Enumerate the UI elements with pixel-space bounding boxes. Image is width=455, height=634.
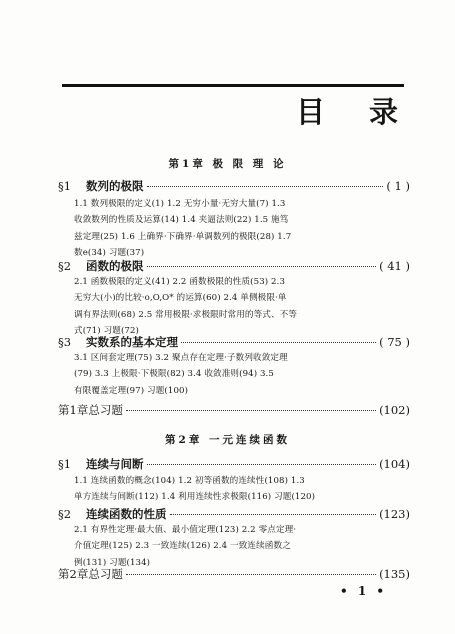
section-number: §2	[58, 259, 72, 273]
title-rule	[62, 84, 404, 87]
page-number: ( 1 )	[386, 179, 410, 193]
toc-entry-ch2-s2[interactable]	[58, 506, 410, 522]
dot-leader	[126, 573, 376, 575]
dot-leader	[147, 185, 384, 187]
review-title: 第2章总习题	[58, 567, 123, 581]
section-number: §3	[58, 335, 72, 349]
page-folio: • 1 •	[340, 584, 388, 598]
subsection-line: 介值定理(125) 2.3 一致连续(126) 2.4 一致连续函数之	[74, 541, 291, 552]
page-number: (135)	[379, 567, 410, 581]
review-title: 第1章总习题	[58, 403, 123, 417]
toc-entry-ch1-s1[interactable]	[58, 178, 410, 194]
section-title: 连续函数的性质	[86, 507, 167, 521]
toc-entry-ch2-s1[interactable]	[58, 456, 410, 472]
section-title: 函数的极限	[86, 259, 144, 273]
dot-leader	[181, 341, 376, 343]
section-title: 连续与间断	[86, 457, 144, 471]
toc-entry-ch2-review[interactable]	[58, 566, 410, 582]
section-title: 数列的极限	[86, 179, 144, 193]
section-number: §2	[58, 507, 72, 521]
page-title	[296, 90, 398, 131]
dot-leader	[170, 513, 377, 515]
subsection-list	[74, 196, 406, 262]
page-number: (123)	[379, 507, 410, 521]
subsection-line: 无穷大(小)的比较·o,O,O* 的运算(60) 2.4 单侧极限·单	[74, 293, 287, 304]
subsection-line: 3.1 区间套定理(75) 3.2 聚点存在定理·子数列收敛定理	[74, 353, 288, 363]
section-title: 实数系的基本定理	[86, 335, 178, 349]
subsection-list	[74, 274, 406, 340]
section-number: §1	[58, 457, 72, 471]
subsection-line: 有限覆盖定理(97) 习题(100)	[74, 385, 189, 396]
toc-entry-ch1-s3[interactable]	[58, 334, 410, 350]
chapter-2-heading: 第2章 一元连续函数	[165, 434, 290, 446]
subsection-line: 1.1 数列极限的定义(1) 1.2 无穷小量·无穷大量(7) 1.3	[74, 199, 286, 209]
subsection-line: 调有界法则(68) 2.5 常用极限·求极限时常用的等式、不等	[74, 309, 298, 320]
subsection-list	[74, 522, 406, 571]
chapter-1-heading: 第1章 极 限 理 论	[168, 158, 287, 170]
subsection-line: 1.1 连续函数的概念(104) 1.2 初等函数的连续性(108) 1.3	[74, 476, 305, 486]
subsection-line: 数e(34) 习题(37)	[74, 248, 145, 259]
subsection-line: 2.1 函数极限的定义(41) 2.2 函数极限的性质(53) 2.3	[74, 277, 286, 287]
subsection-line: 式(71) 习题(72)	[74, 326, 139, 337]
title-char-1: 目	[296, 95, 326, 129]
dot-leader	[147, 463, 377, 465]
subsection-list	[74, 473, 406, 506]
page-number: ( 41 )	[379, 259, 410, 273]
page-number: (102)	[379, 403, 410, 417]
subsection-line: 2.1 有界性定理·最大值、最小值定理(123) 2.2 零点定理·	[74, 525, 297, 535]
title-char-2: 录	[369, 95, 399, 129]
subsection-line: 兹定理(25) 1.6 上确界·下确界·单调数列的极限(28) 1.7	[74, 231, 292, 242]
page-number: (104)	[379, 457, 410, 471]
page-number: ( 75 )	[379, 335, 410, 349]
subsection-line: (79) 3.3 上极限·下极限(82) 3.4 收敛准则(94) 3.5	[74, 369, 274, 380]
toc-entry-ch1-review[interactable]	[58, 402, 410, 418]
dot-leader	[147, 265, 377, 267]
section-number: §1	[58, 179, 72, 193]
dot-leader	[126, 409, 376, 411]
subsection-line: 例(131) 习题(134)	[74, 557, 151, 568]
subsection-list	[74, 350, 406, 399]
toc-entry-ch1-s2[interactable]	[58, 258, 410, 274]
subsection-line: 单方连续与间断(112) 1.4 利用连续性求极限(116) 习题(120)	[74, 492, 316, 503]
subsection-line: 收敛数列的性质及运算(14) 1.4 夹逼法则(22) 1.5 施笃	[74, 215, 289, 226]
